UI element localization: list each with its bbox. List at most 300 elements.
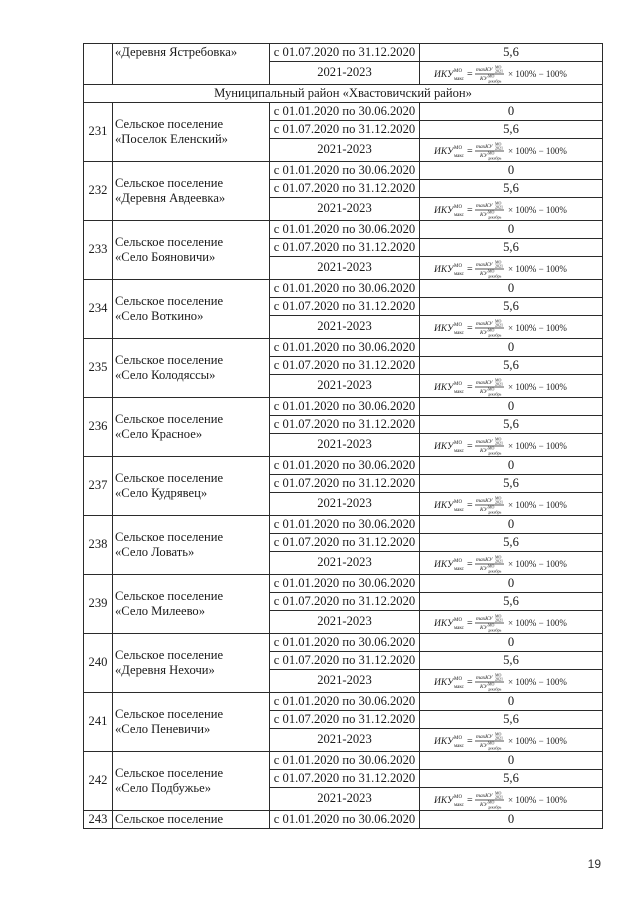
svg-text:ИКУ: ИКУ [434, 69, 454, 80]
svg-text:× 100% − 100%: × 100% − 100% [508, 735, 567, 746]
period-cell: с 01.01.2020 по 30.06.2020 [270, 693, 420, 711]
row-number: 240 [84, 634, 113, 693]
svg-text:maxКУ: maxКУ [476, 674, 493, 681]
svg-text:ИКУ: ИКУ [434, 677, 454, 688]
svg-text:maxКУ: maxКУ [476, 66, 493, 73]
svg-text:МО: МО [488, 504, 495, 509]
row-number: 241 [84, 693, 113, 752]
svg-text:maxКУ: maxКУ [476, 202, 493, 209]
period-cell: 2021-2023 [270, 493, 420, 516]
settlement-type: Сельское поселение [115, 294, 224, 309]
formula-image [422, 435, 600, 456]
svg-text:МО: МО [495, 64, 502, 69]
value-cell: 5,6 [420, 475, 603, 493]
value-cell: 5,6 [420, 357, 603, 375]
settlement-name: «Деревня Авдеевка» [115, 191, 226, 205]
settlement-name-cell [113, 339, 270, 398]
table-row [84, 693, 603, 711]
settlement-type: Сельское поселение [115, 176, 224, 191]
svg-text:2021: 2021 [495, 68, 503, 73]
formula-cell [420, 670, 603, 693]
row-number: 242 [84, 752, 113, 811]
settlement-name-cell [113, 162, 270, 221]
period-cell: 2021-2023 [270, 139, 420, 162]
period-cell: с 01.07.2020 по 31.12.2020 [270, 357, 420, 375]
settlement-name: «Деревня Нехочи» [115, 663, 215, 677]
settlement-type: Сельское поселение [115, 530, 224, 545]
district-header: Муниципальный район «Хвастовичский район» [84, 85, 603, 103]
svg-text:=: = [467, 558, 473, 570]
table-row [84, 752, 603, 770]
svg-text:МО: МО [454, 558, 463, 564]
formula-cell [420, 729, 603, 752]
value-cell: 5,6 [420, 534, 603, 552]
formula-image [422, 140, 600, 161]
value-cell: 5,6 [420, 416, 603, 434]
svg-text:декабрь: декабрь [488, 804, 502, 809]
svg-text:2021: 2021 [495, 145, 503, 150]
row-number: 232 [84, 162, 113, 221]
svg-text:2021: 2021 [495, 440, 503, 445]
svg-text:макс: макс [454, 389, 464, 395]
period-cell: с 01.07.2020 по 31.12.2020 [270, 121, 420, 139]
svg-text:maxКУ: maxКУ [476, 261, 493, 268]
value-cell: 5,6 [420, 711, 603, 729]
formula-svg [432, 199, 590, 220]
svg-text:× 100% − 100%: × 100% − 100% [508, 68, 567, 79]
formula-cell [420, 257, 603, 280]
value-cell: 0 [420, 811, 603, 829]
svg-text:МО: МО [488, 563, 495, 568]
svg-text:МО: МО [454, 322, 463, 328]
formula-cell [420, 375, 603, 398]
settlement-type: Сельское поселение [115, 117, 224, 132]
row-number: 239 [84, 575, 113, 634]
svg-text:ИКУ: ИКУ [434, 382, 454, 393]
value-cell: 5,6 [420, 593, 603, 611]
value-cell: 0 [420, 634, 603, 652]
formula-image [422, 376, 600, 397]
svg-text:макс: макс [454, 271, 464, 277]
period-cell: с 01.07.2020 по 31.12.2020 [270, 44, 420, 62]
settlement-name: «Поселок Еленский» [115, 132, 228, 146]
svg-text:МО: МО [495, 731, 502, 736]
settlement-name-cell [113, 457, 270, 516]
value-cell: 0 [420, 162, 603, 180]
formula-cell [420, 552, 603, 575]
svg-text:=: = [467, 499, 473, 511]
period-cell: 2021-2023 [270, 611, 420, 634]
svg-text:МО: МО [495, 200, 502, 205]
row-number: 238 [84, 516, 113, 575]
svg-text:МО: МО [488, 73, 495, 78]
formula-cell [420, 611, 603, 634]
period-cell: с 01.01.2020 по 30.06.2020 [270, 162, 420, 180]
value-cell: 0 [420, 457, 603, 475]
table-row [84, 457, 603, 475]
svg-text:ИКУ: ИКУ [434, 618, 454, 629]
period-cell: 2021-2023 [270, 788, 420, 811]
settlement-name: «Село Подбужье» [115, 781, 211, 795]
settlement-name-cell [113, 103, 270, 162]
svg-text:декабрь: декабрь [488, 155, 502, 160]
formula-image [422, 730, 600, 751]
formula-svg [432, 317, 590, 338]
svg-text:КУ: КУ [480, 152, 488, 159]
svg-text:МО: МО [488, 445, 495, 450]
period-cell: с 01.07.2020 по 31.12.2020 [270, 652, 420, 670]
table-row [84, 516, 603, 534]
value-cell: 0 [420, 103, 603, 121]
settlement-name-cell [113, 634, 270, 693]
svg-text:× 100% − 100%: × 100% − 100% [508, 617, 567, 628]
svg-text:2021: 2021 [495, 617, 503, 622]
svg-text:макс: макс [454, 153, 464, 159]
svg-text:2021: 2021 [495, 676, 503, 681]
formula-svg [432, 435, 590, 456]
svg-text:ИКУ: ИКУ [434, 441, 454, 452]
period-cell: с 01.01.2020 по 30.06.2020 [270, 398, 420, 416]
svg-text:ИКУ: ИКУ [434, 736, 454, 747]
formula-image [422, 671, 600, 692]
formula-cell [420, 434, 603, 457]
settlement-name-cell [113, 221, 270, 280]
svg-text:=: = [467, 440, 473, 452]
svg-text:МО: МО [454, 263, 463, 269]
svg-text:МО: МО [488, 622, 495, 627]
svg-text:maxКУ: maxКУ [476, 556, 493, 563]
svg-text:декабрь: декабрь [488, 273, 502, 278]
svg-text:ИКУ: ИКУ [434, 795, 454, 806]
svg-text:=: = [467, 794, 473, 806]
value-cell: 5,6 [420, 770, 603, 788]
period-cell: с 01.01.2020 по 30.06.2020 [270, 575, 420, 593]
period-cell: с 01.01.2020 по 30.06.2020 [270, 339, 420, 357]
period-cell: с 01.01.2020 по 30.06.2020 [270, 221, 420, 239]
value-cell: 5,6 [420, 44, 603, 62]
row-number: 237 [84, 457, 113, 516]
period-cell: 2021-2023 [270, 257, 420, 280]
settlement-type: Сельское поселение [115, 471, 224, 486]
settlement-name: «Село Пеневичи» [115, 722, 211, 736]
settlement-name: «Село Колодяссы» [115, 368, 216, 382]
svg-text:декабрь: декабрь [488, 450, 502, 455]
svg-text:=: = [467, 676, 473, 688]
svg-text:МО: МО [454, 676, 463, 682]
value-cell: 0 [420, 280, 603, 298]
formula-svg [432, 553, 590, 574]
svg-text:КУ: КУ [480, 742, 488, 749]
svg-text:maxКУ: maxКУ [476, 615, 493, 622]
svg-text:МО: МО [495, 495, 502, 500]
settlement-type: Сельское поселение [115, 589, 224, 604]
formula-svg [432, 258, 590, 279]
value-cell: 5,6 [420, 239, 603, 257]
svg-text:макс: макс [454, 507, 464, 513]
period-cell: с 01.01.2020 по 30.06.2020 [270, 280, 420, 298]
svg-text:КУ: КУ [480, 506, 488, 513]
row-number: 243 [84, 811, 113, 829]
svg-text:МО: МО [488, 681, 495, 686]
table-row [84, 103, 603, 121]
value-cell: 0 [420, 752, 603, 770]
formula-image [422, 317, 600, 338]
svg-text:× 100% − 100%: × 100% − 100% [508, 145, 567, 156]
svg-text:МО: МО [495, 318, 502, 323]
svg-text:× 100% − 100%: × 100% − 100% [508, 440, 567, 451]
period-cell: с 01.01.2020 по 30.06.2020 [270, 634, 420, 652]
svg-text:=: = [467, 617, 473, 629]
settlement-name-cell [113, 280, 270, 339]
svg-text:maxКУ: maxКУ [476, 497, 493, 504]
table-row [84, 575, 603, 593]
svg-text:maxКУ: maxКУ [476, 733, 493, 740]
district-header-row [84, 85, 603, 103]
settlement-name-cell [113, 516, 270, 575]
settlement-type: Сельское поселение [115, 648, 224, 663]
period-cell: 2021-2023 [270, 670, 420, 693]
svg-text:=: = [467, 381, 473, 393]
table-row [84, 280, 603, 298]
svg-text:=: = [467, 263, 473, 275]
page-number: 19 [587, 857, 601, 871]
table-row [84, 162, 603, 180]
formula-svg [432, 730, 590, 751]
svg-text:МО: МО [454, 499, 463, 505]
period-cell: 2021-2023 [270, 375, 420, 398]
svg-text:=: = [467, 322, 473, 334]
table-row [84, 221, 603, 239]
svg-text:× 100% − 100%: × 100% − 100% [508, 381, 567, 392]
svg-text:КУ: КУ [480, 447, 488, 454]
period-cell: с 01.07.2020 по 31.12.2020 [270, 180, 420, 198]
period-cell: с 01.07.2020 по 31.12.2020 [270, 593, 420, 611]
period-cell: с 01.01.2020 по 30.06.2020 [270, 457, 420, 475]
svg-text:ИКУ: ИКУ [434, 264, 454, 275]
table-row [84, 811, 603, 829]
settlement-name: «Деревня Ястребовка» [115, 45, 238, 59]
value-cell: 5,6 [420, 298, 603, 316]
value-cell: 0 [420, 221, 603, 239]
svg-text:декабрь: декабрь [488, 568, 502, 573]
value-cell: 0 [420, 575, 603, 593]
formula-cell [420, 493, 603, 516]
formula-svg [432, 140, 590, 161]
svg-text:2021: 2021 [495, 499, 503, 504]
settlement-type: Сельское поселение [115, 235, 224, 250]
svg-text:ИКУ: ИКУ [434, 500, 454, 511]
settlement-name-cell [113, 575, 270, 634]
value-cell: 5,6 [420, 180, 603, 198]
svg-text:× 100% − 100%: × 100% − 100% [508, 499, 567, 510]
svg-text:=: = [467, 204, 473, 216]
svg-text:МО: МО [454, 735, 463, 741]
table-row [84, 339, 603, 357]
svg-text:макс: макс [454, 566, 464, 572]
svg-text:МО: МО [488, 799, 495, 804]
period-cell: с 01.07.2020 по 31.12.2020 [270, 770, 420, 788]
svg-text:МО: МО [495, 436, 502, 441]
svg-text:макс: макс [454, 212, 464, 218]
svg-text:КУ: КУ [480, 75, 488, 82]
table-row [84, 398, 603, 416]
svg-text:МО: МО [488, 268, 495, 273]
table-row [84, 44, 603, 62]
svg-text:макс: макс [454, 802, 464, 808]
formula-image [422, 494, 600, 515]
period-cell: с 01.07.2020 по 31.12.2020 [270, 534, 420, 552]
svg-text:2021: 2021 [495, 794, 503, 799]
svg-text:× 100% − 100%: × 100% − 100% [508, 794, 567, 805]
svg-text:=: = [467, 735, 473, 747]
settlement-name: «Село Бояновичи» [115, 250, 216, 264]
period-cell: 2021-2023 [270, 198, 420, 221]
svg-text:МО: МО [495, 377, 502, 382]
period-cell: с 01.01.2020 по 30.06.2020 [270, 752, 420, 770]
settlement-name-cell [113, 44, 270, 85]
svg-text:МО: МО [488, 386, 495, 391]
row-number: 231 [84, 103, 113, 162]
svg-text:maxКУ: maxКУ [476, 438, 493, 445]
period-cell: с 01.07.2020 по 31.12.2020 [270, 239, 420, 257]
period-cell: с 01.01.2020 по 30.06.2020 [270, 516, 420, 534]
svg-text:декабрь: декабрь [488, 686, 502, 691]
svg-text:МО: МО [488, 150, 495, 155]
formula-cell [420, 788, 603, 811]
tariff-table [83, 43, 603, 829]
svg-text:× 100% − 100%: × 100% − 100% [508, 676, 567, 687]
svg-text:2021: 2021 [495, 322, 503, 327]
svg-text:КУ: КУ [480, 211, 488, 218]
svg-text:декабрь: декабрь [488, 509, 502, 514]
svg-text:МО: МО [454, 204, 463, 210]
row-number-cell [84, 44, 113, 85]
svg-text:макс: макс [454, 743, 464, 749]
svg-text:макс: макс [454, 330, 464, 336]
period-cell: 2021-2023 [270, 434, 420, 457]
svg-text:× 100% − 100%: × 100% − 100% [508, 558, 567, 569]
value-cell: 0 [420, 693, 603, 711]
svg-text:ИКУ: ИКУ [434, 323, 454, 334]
formula-image [422, 612, 600, 633]
svg-text:=: = [467, 68, 473, 80]
svg-text:декабрь: декабрь [488, 745, 502, 750]
svg-text:МО: МО [488, 740, 495, 745]
svg-text:МО: МО [495, 672, 502, 677]
svg-text:МО: МО [495, 259, 502, 264]
svg-text:× 100% − 100%: × 100% − 100% [508, 322, 567, 333]
settlement-name: «Село Милеево» [115, 604, 206, 618]
row-number: 236 [84, 398, 113, 457]
svg-text:МО: МО [454, 145, 463, 151]
svg-text:МО: МО [495, 790, 502, 795]
svg-text:ИКУ: ИКУ [434, 205, 454, 216]
svg-text:КУ: КУ [480, 329, 488, 336]
formula-svg [432, 671, 590, 692]
svg-text:КУ: КУ [480, 624, 488, 631]
formula-svg [432, 494, 590, 515]
svg-text:МО: МО [495, 141, 502, 146]
settlement-name-cell [113, 752, 270, 811]
svg-text:МО: МО [454, 440, 463, 446]
period-cell: 2021-2023 [270, 316, 420, 339]
period-cell: с 01.07.2020 по 31.12.2020 [270, 298, 420, 316]
svg-text:maxКУ: maxКУ [476, 379, 493, 386]
formula-image [422, 258, 600, 279]
svg-text:МО: МО [454, 381, 463, 387]
svg-text:× 100% − 100%: × 100% − 100% [508, 204, 567, 215]
svg-text:КУ: КУ [480, 683, 488, 690]
value-cell: 0 [420, 398, 603, 416]
svg-text:макс: макс [454, 684, 464, 690]
value-cell: 5,6 [420, 121, 603, 139]
settlement-name-cell [113, 398, 270, 457]
period-cell: 2021-2023 [270, 552, 420, 575]
svg-text:ИКУ: ИКУ [434, 146, 454, 157]
settlement-name-cell [113, 693, 270, 752]
svg-text:2021: 2021 [495, 381, 503, 386]
settlement-name: «Село Ловать» [115, 545, 195, 559]
svg-text:МО: МО [495, 613, 502, 618]
svg-text:КУ: КУ [480, 801, 488, 808]
svg-text:МО: МО [488, 209, 495, 214]
formula-svg [432, 376, 590, 397]
svg-text:2021: 2021 [495, 735, 503, 740]
value-cell: 5,6 [420, 652, 603, 670]
period-cell: с 01.07.2020 по 31.12.2020 [270, 416, 420, 434]
settlement-type: Сельское поселение [115, 353, 224, 368]
svg-text:МО: МО [454, 794, 463, 800]
formula-cell [420, 62, 603, 85]
svg-text:=: = [467, 145, 473, 157]
formula-image [422, 789, 600, 810]
formula-image [422, 199, 600, 220]
period-cell: с 01.01.2020 по 30.06.2020 [270, 811, 420, 829]
table-row [84, 634, 603, 652]
svg-text:декабрь: декабрь [488, 627, 502, 632]
formula-image [422, 553, 600, 574]
formula-cell [420, 316, 603, 339]
svg-text:× 100% − 100%: × 100% − 100% [508, 263, 567, 274]
value-cell: 0 [420, 516, 603, 534]
formula-svg [432, 789, 590, 810]
svg-text:декабрь: декабрь [488, 78, 502, 83]
formula-svg [432, 612, 590, 633]
svg-text:МО: МО [454, 617, 463, 623]
row-number: 234 [84, 280, 113, 339]
period-cell: с 01.07.2020 по 31.12.2020 [270, 711, 420, 729]
svg-text:maxКУ: maxКУ [476, 792, 493, 799]
row-number: 233 [84, 221, 113, 280]
settlement-type: Сельское поселение [115, 766, 224, 781]
svg-text:декабрь: декабрь [488, 214, 502, 219]
svg-text:МО: МО [488, 327, 495, 332]
tariff-table-body [84, 44, 603, 829]
period-cell: с 01.01.2020 по 30.06.2020 [270, 103, 420, 121]
settlement-name: «Село Красное» [115, 427, 203, 441]
svg-text:2021: 2021 [495, 263, 503, 268]
svg-text:ИКУ: ИКУ [434, 559, 454, 570]
settlement-type: Сельское поселение [115, 812, 224, 827]
formula-cell [420, 139, 603, 162]
svg-text:МО: МО [495, 554, 502, 559]
settlement-name-cell [113, 811, 270, 829]
svg-text:декабрь: декабрь [488, 332, 502, 337]
settlement-type: Сельское поселение [115, 707, 224, 722]
svg-text:макс: макс [454, 625, 464, 631]
svg-text:maxКУ: maxКУ [476, 143, 493, 150]
settlement-name: «Село Воткино» [115, 309, 204, 323]
